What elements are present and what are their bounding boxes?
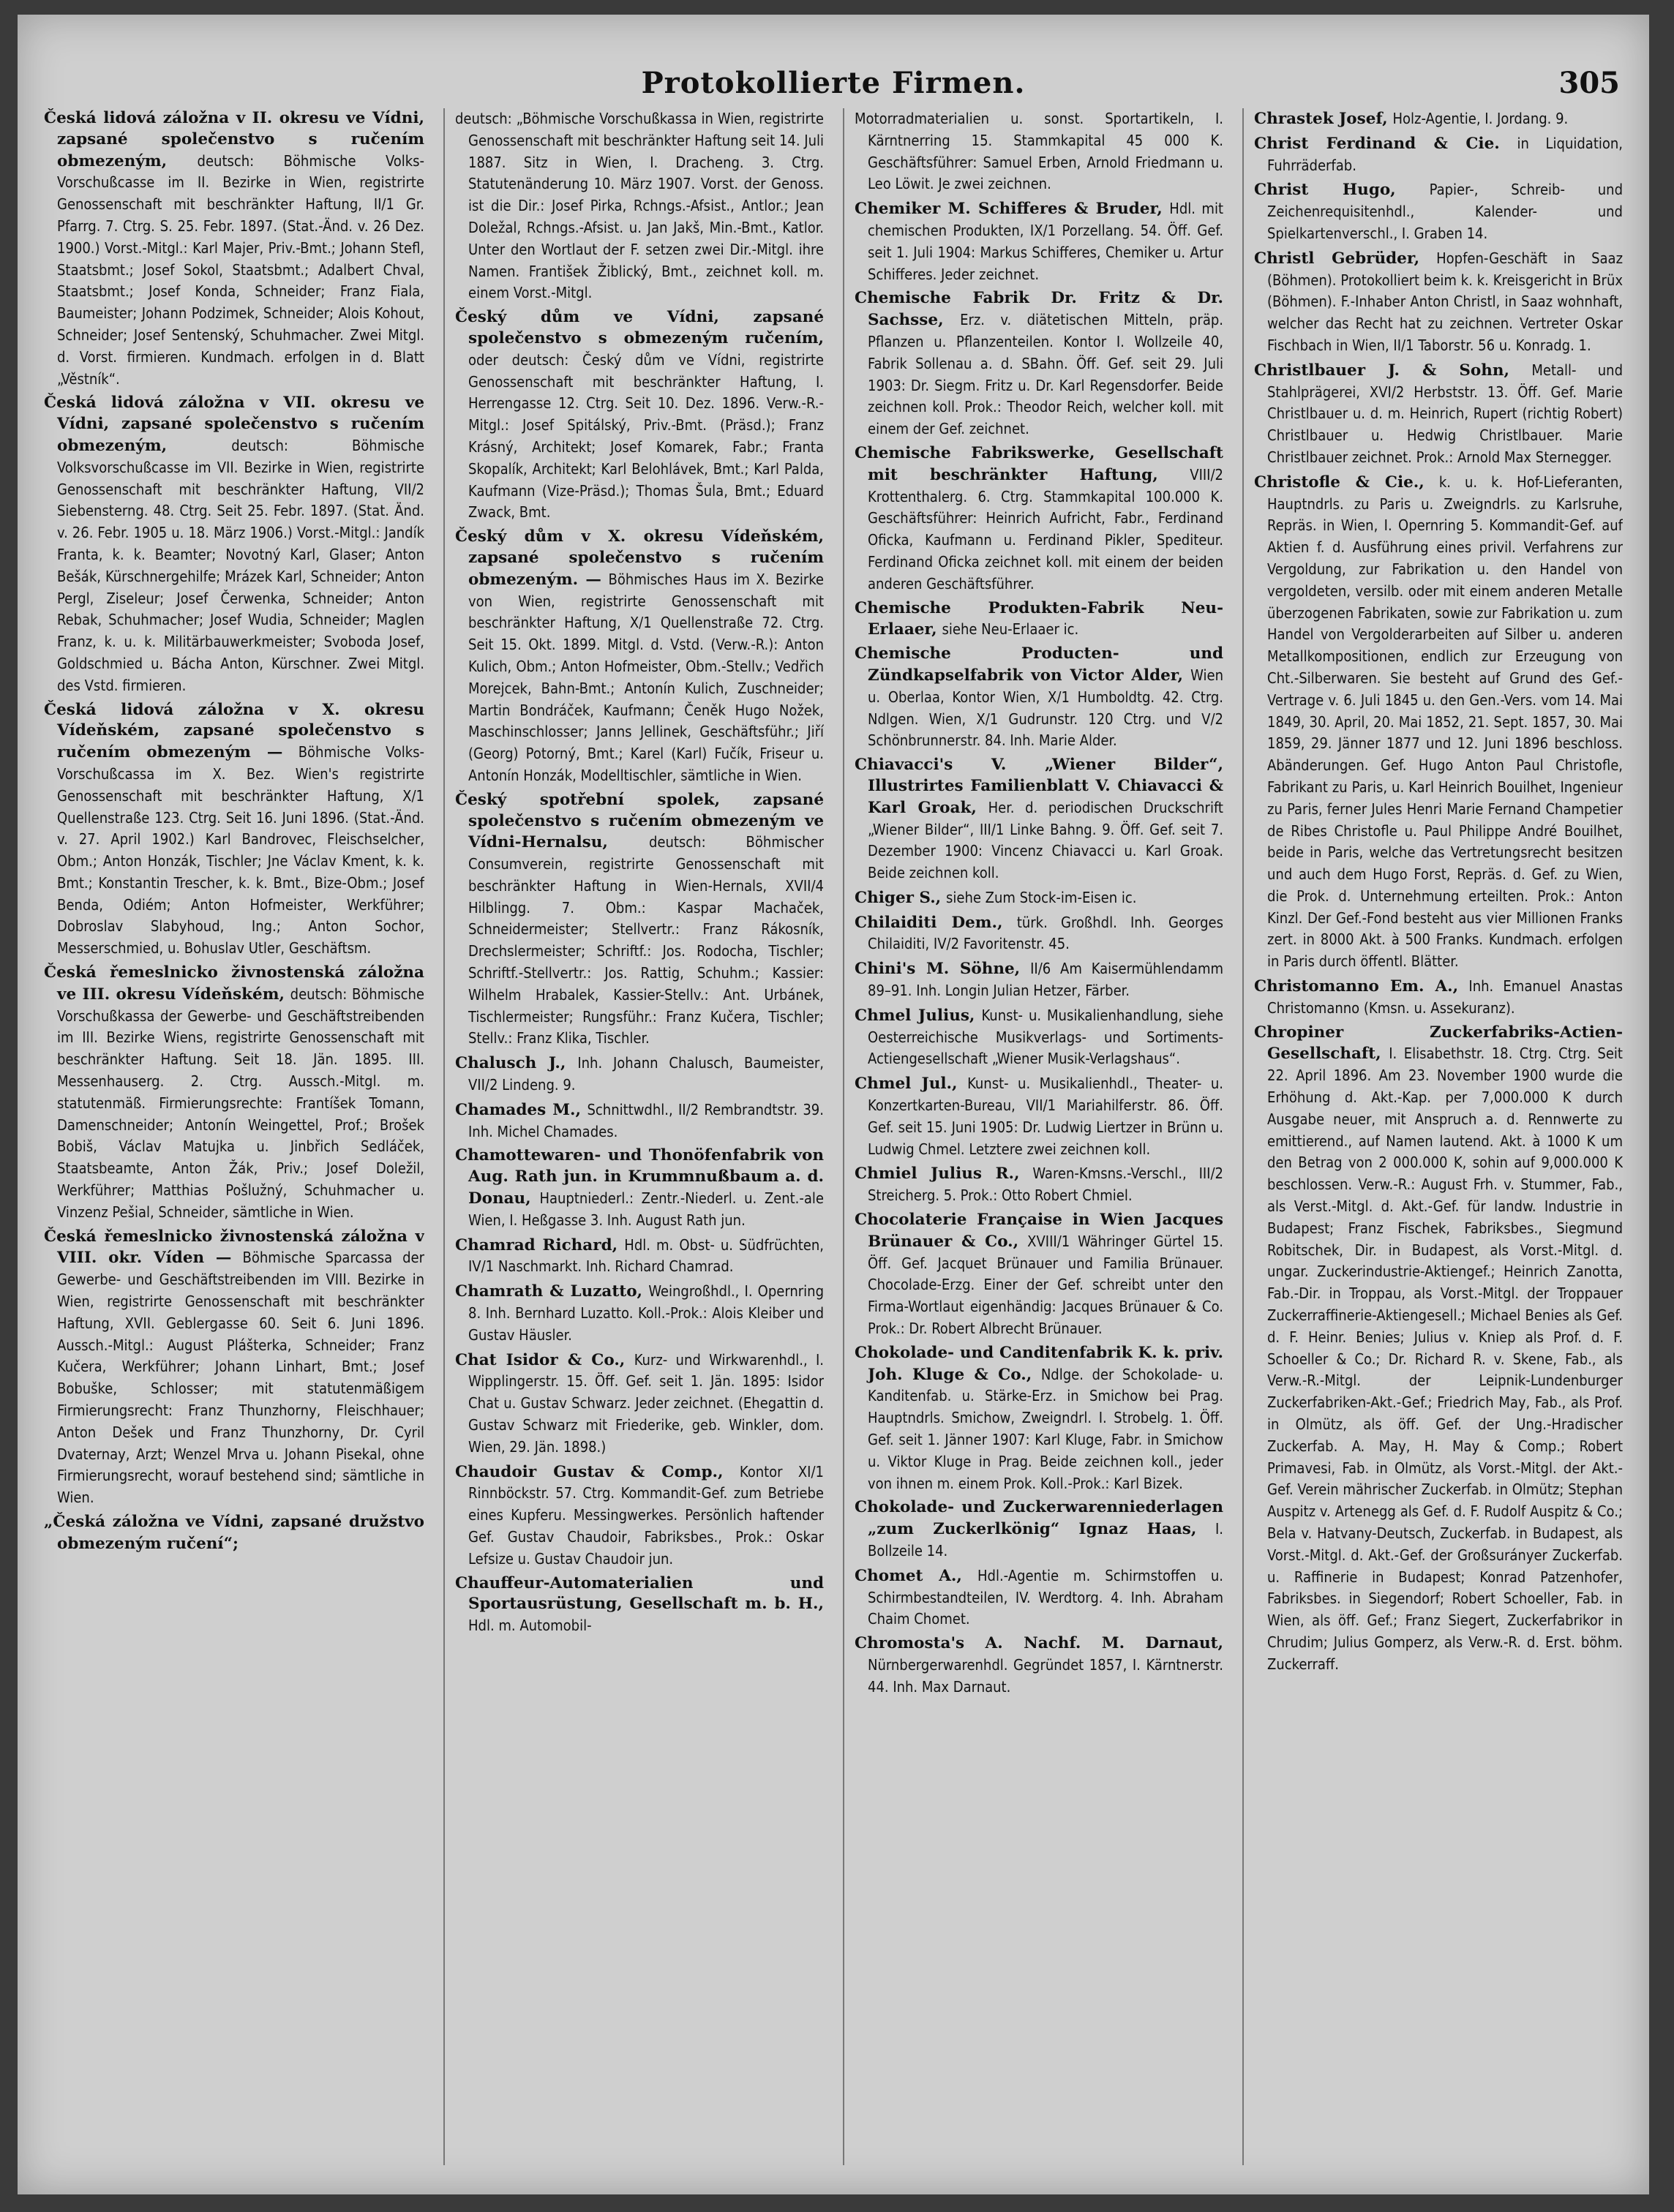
entry-details: k. u. k. Hof-Lieferanten, Hauptndrls. zu Paris u. Zweigndrls. zu Karlsruhe, Repräs. in Wien, I. Opernring 5. Kommandit-Gef. auf Aktien f. d. Ausführung eines privil. Verfahrens zur Vergoldung, zur Fabrikation u. den Handel von vergoldeten, versilb. oder mit einem anderen Metalle überzogenen Fabrikaten, sowie zur Fabrikation u. zum Handel von Vergolderarbeiten auf Silber u. anderen Metallkompositionen, endlich zur Erzeugung von Cht.-Silberwaren. Sie besteht auf Grund des Gef.-Vertrage v. 6. Juli 1845 u. den Gen.-Vers. vom 14. Mai 1849, 30. April, 20. Mai 1852, 21. Sept. 1857, 30. Mai 1859, 29. Jänner 1877 und 12. Juni 1896 beschloss. Abänderungen. Gef. Hugo Anton Paul Christofle, Fabrikant zu Paris, u. Karl Heinrich Bouilhet, Ingenieur zu Paris, ferner Jules Henri Marie Fernand Champetier de Ribes Christofle u. Paul Philippe André Bouilhet, beide in Paris, welche das Vertretungsrecht besitzen und auch dem Hugo Forst, Repräs. d. Gef. zu Wien, die Prok. d. Unternehmung erteilten. Prok.: Anton Kinzl. Der Gef.-Fond besteht aus vier Millionen Franks zert. in 8000 Akt. à 500 Franks. Kundmach. erfolgen in Paris durch öffentl. Blätter. bbox=[1267, 473, 1623, 971]
directory-entry bbox=[455, 1573, 824, 1637]
directory-entry bbox=[855, 1005, 1223, 1070]
entry-firm-name: Chamrad Richard, bbox=[455, 1235, 618, 1254]
running-head bbox=[18, 59, 1649, 102]
directory-entry bbox=[1254, 133, 1623, 177]
entry-details: Hdl. m. Obst- u. Südfrüchten, IV/1 Naschmarkt. Inh. Richard Chamrad. bbox=[468, 1235, 824, 1276]
entry-firm-name: Christofle & Cie., bbox=[1254, 473, 1425, 492]
entry-details: Hdl. m. Automobil- bbox=[468, 1617, 592, 1635]
directory-entry bbox=[44, 963, 424, 1224]
entry-details: deutsch: Böhmische Volks-Vorschußcasse im II. Bezirke in Wien, registrirte Genossenschaft mit beschränkter Haftung, II/1 Gr. Pfarrg. 7. Ctrg. S. 25. Febr. 1897. (Stat.-Änd. v. 26 Dez. 1900.) Vorst.-Mitgl.: Karl Majer, Priv.-Bmt.; Johann Stefl, Staatsbmt.; Josef Sokol, Staatsbmt.; Adalbert Chval, Staatsbmt.; Josef Konda, Schneider; Franz Fiala, Baumeister; Johann Podzimek, Schneider; Alois Kohout, Schneider; Josef Sentenský, Schuhmacher. Zwei Mitgl. d. Vorst. firmieren. Kundmach. erfolgen in d. Blatt „Věstník“. bbox=[57, 151, 424, 388]
directory-entry bbox=[855, 1163, 1223, 1207]
entry-details: Holz-Agentie, I. Jordang. 9. bbox=[1392, 110, 1569, 127]
entry-details: siehe Zum Stock-im-Eisen ic. bbox=[946, 888, 1137, 906]
column-1 bbox=[44, 108, 424, 2165]
entry-details: Kurz- und Wirkwarenhdl., I. Wipplingerstr. 15. Öff. Gef. seit 1. Jän. 1895: Isidor Chat u. Gustav Schwarz. Jeder zeichnet. (Ehegattin d. Gustav Schwarz mit Friederike, geb. Winkler, dom. Wien, 29. Jän. 1898.) bbox=[468, 1350, 824, 1456]
entry-firm-name: Chmiel Julius R., bbox=[855, 1165, 1020, 1184]
directory-entry bbox=[44, 108, 424, 390]
entry-details: Nürnbergerwarenhdl. Gegründet 1857, I. Kärntnerstr. 44. Inh. Max Darnaut. bbox=[868, 1655, 1223, 1696]
entry-firm-name: Česká lidová záložna v X. okresu Vídeňském, zapsané společenstvo s ručením obmezeným — bbox=[44, 700, 424, 762]
entry-firm-name: Česká řemeslnicko živnostenská záložna v VIII. okr. Víden — bbox=[44, 1227, 424, 1268]
directory-entry bbox=[455, 1281, 824, 1346]
directory-entry bbox=[855, 1633, 1223, 1698]
directory-entry bbox=[455, 108, 824, 304]
entry-firm-name: Český dům v X. okresu Vídeňském, zapsané společenstvo s ručením obmezeným. — bbox=[455, 527, 824, 589]
entry-firm-name: Chamottewaren- und Thonöfenfabrik von Aug. Rath jun. in Krummnußbaum a. d. Donau, bbox=[455, 1146, 824, 1208]
entry-details: Böhmische Sparcassa der Gewerbe- und Geschäftstreibenden im VIII. Bezirke in Wien, registrirte Genossenschaft mit beschränkter Haftung, XVII. Geblergasse 60. Seit 6. Juni 1896. Aussch.-Mitgl.: August Plášterka, Schneider; Franz Kučera, Werkführer; Johann Linhart, Bmt.; Josef Bobuške, Schlosser; mit statutenmäßigem Firmierungsrecht: Franz Thunzhorny, Fleischhauer; Anton Dešek und Franz Thunzhorny, Dr. Cyril Dvaternay, Arzt; Wenzel Mrva u. Johann Pisekal, ohne Firmierungsrecht, worauf bestehend sind; sämtliche in Wien. bbox=[57, 1249, 424, 1507]
directory-entry bbox=[1254, 248, 1623, 357]
entry-details: Her. d. periodischen Druckschrift „Wiener Bilder“, III/1 Linke Bahng. 9. Öff. Gef. seit 7. Dezember 1900: Vincenz Chiavacci u. Karl Groak. Beide zeichnen koll. bbox=[868, 798, 1223, 882]
directory-entry bbox=[455, 1146, 824, 1231]
column-2 bbox=[443, 108, 824, 2165]
entry-firm-name: Chemische Producten- und Zündkapselfabrik von Victor Alder, bbox=[855, 644, 1223, 685]
entry-firm-name: Chomet A., bbox=[855, 1566, 962, 1585]
directory-entry bbox=[855, 1497, 1223, 1562]
entry-details: Ndlge. der Schokolade- u. Kanditenfab. u. Stärke-Erz. in Smichow bei Prag. Hauptndrls. Smichow, Zweigndrl. I. Strobelg. 1. Öff. Gef. seit 1. Jänner 1907: Karl Kluge, Fabr. in Smichow u. Viktor Kluge in Prag. Beide zeichnen koll., jeder von ihnen m. einem Prok. Koll.-Prok.: Karl Bizek. bbox=[868, 1365, 1223, 1492]
entry-firm-name: Český spotřební spolek, zapsané společenstvo s ručením obmezeným ve Vídni-Hernalsu, bbox=[455, 790, 824, 852]
directory-entry bbox=[855, 598, 1223, 642]
directory-entry bbox=[455, 1350, 824, 1459]
entry-details: VIII/2 Krottenthalerg. 6. Ctrg. Stammkapital 100.000 K. Geschäftsführer: Heinrich Aufricht, Fabr., Ferdinand Oficka, Kaufmann u. Ferdinand Pikler, Spediteur. Ferdinand Oficka zeichnet koll. mit einem der beiden anderen Geschäftsführer. bbox=[868, 465, 1223, 592]
entry-details: Weingroßhdl., I. Opernring 8. Inh. Bernhard Luzatto. Koll.-Prok.: Alois Kleiber und Gustav Häusler. bbox=[468, 1282, 824, 1344]
entry-details: Inh. Emanuel Anastas Christomanno (Kmsn. u. Assekuranz). bbox=[1267, 977, 1623, 1017]
entry-details: deutsch: Böhmische Vorschußkassa der Gewerbe- und Geschäftstreibenden im III. Bezirke Wiens, registrirte Genossenschaft mit beschränkter Haftung. Seit 18. Jän. 1895. III. Messenhauserg. 2. Ctrg. Aussch.-Mitgl. m. statutenmäß. Firmierungsrechte: Frantíšek Tomann, Damenschneider; Antonín Weingettel, Prof.; Brošek Bobiš, Václav Matujka u. Jinbřich Sedláček, Staatsbeamte, Anton Žák, Priv.; Josef Doležil, Werkführer; Matthias Pošlužný, Schuhmacher u. Vinzenz Pešial, Schneider, sämtliche in Wien. bbox=[57, 985, 424, 1221]
running-title: Protokollierte Firmen. bbox=[641, 66, 1026, 100]
entry-firm-name: Česká lidová záložna v II. okresu ve Vídni, zapsané společenstvo s ručením obmezeným, bbox=[44, 109, 424, 170]
entry-details: siehe Neu-Erlaaer ic. bbox=[942, 620, 1079, 639]
directory-entry bbox=[855, 1210, 1223, 1340]
entry-details: Kunst- u. Musikalienhdl., Theater- u. Konzertkarten-Bureau, VII/1 Mariahilferstr. 86. Öff. Gef. seit 15. Juni 1905: Dr. Ludwig Liertzer in Brünn u. Ludwig Chmel. Letztere zwei zeichnen koll. bbox=[868, 1075, 1223, 1158]
directory-entry bbox=[855, 1565, 1223, 1630]
directory-entry bbox=[855, 755, 1223, 884]
entry-firm-name: Christl Gebrüder, bbox=[1254, 249, 1420, 268]
directory-entry bbox=[855, 644, 1223, 752]
entry-details: deutsch: Böhmischer Consumverein, registrirte Genossenschaft mit beschränkter Haftung in Wien-Hernals, XVII/4 Hilblingg. 7. Obm.: Kaspar Machaček, Schneidermeister; Stellvertr.: Franz Rákosník, Drechslermeister; Schriftf.: Jos. Rodocha, Tischler; Schriftf.-Stellvertr.: Jos. Rattig, Schuhm.; Kassier: Wilhelm Hrabalek, Kassier-Stellv.: Ant. Urbánek, Tischlermeister; Rungsführ.: Franz Kučera, Tischler; Stellv.: Franz Klika, Tischler. bbox=[468, 833, 824, 1047]
entry-details: XVIII/1 Währinger Gürtel 15. Öff. Gef. Jacquet Brünauer und Familia Brünauer. Chocolade-Erzg. Einer der Gef. schreibt unter den Firma-Wortlaut eigenhändig: Jacques Brünauer & Co. Prok.: Dr. Robert Albrecht Brünauer. bbox=[868, 1232, 1223, 1338]
directory-entry bbox=[855, 912, 1223, 956]
entry-details: Hdl.-Agentie m. Schirmstoffen u. Schirmbestandteilen, IV. Werdtorg. 4. Inh. Abraham Chaim Chomet. bbox=[868, 1566, 1223, 1628]
directory-entry bbox=[455, 790, 824, 1050]
entry-firm-name: Chilaiditi Dem., bbox=[855, 913, 1003, 932]
entry-details: Schnittwdhl., II/2 Rembrandtstr. 39. Inh. Michel Chamades. bbox=[468, 1100, 824, 1140]
column-4 bbox=[1242, 108, 1623, 2165]
entry-firm-name: Christlbauer J. & Sohn, bbox=[1254, 361, 1510, 380]
entry-firm-name: Chaudoir Gustav & Comp., bbox=[455, 1462, 724, 1481]
directory-entry bbox=[855, 1073, 1223, 1160]
entry-firm-name: Chmel Julius, bbox=[855, 1006, 975, 1025]
entry-details: Motorradmaterialien u. sonst. Sportartikeln, I. Kärntnerring 15. Stammkapital 45 000 K. Geschäftsführer: Samuel Erben, Arnold Friedmann u. Leo Löwit. Je zwei zeichnen. bbox=[855, 110, 1223, 193]
entry-details: deutsch: „Böhmische Vorschußkassa in Wien, registrirte Genossenschaft mit beschränkter Haftung seit 14. Juli 1887. Sitz in Wien, I. Dracheng. 3. Ctrg. Statutenänderung 10. März 1907. Vorst. der Genoss. ist die Dir.: Josef Pirka, Rchngs.-Afsist., Antlor.; Jean Doležal, Rchngs.-Afsist. u. Jan Jakš, Min.-Bmt., Katlor. Unter den Wortlaut der F. setzen zwei Dir.-Mitgl. ihre Namen. František Žiblický, Bmt., zeichnet koll. m. einem Vorst.-Mitgl. bbox=[455, 110, 824, 302]
entry-firm-name: Chocolaterie Française in Wien Jacques Brünauer & Co., bbox=[855, 1211, 1223, 1251]
entry-details: Hdl. mit chemischen Produkten, IX/1 Porzellang. 54. Öff. Gef. seit 1. Juli 1904: Markus Schifferes, Chemiker u. Artur Schifferes. Jeder zeichnet. bbox=[868, 200, 1223, 283]
entry-details: Böhmische Volks-Vorschußcassa im X. Bez. Wien's registrirte Genossenschaft mit beschränkter Haftung, X/1 Quellenstraße 123. Ctrg. Seit 16. Juni 1896. (Stat.-Änd. v. 27. April 1902.) Karl Bandrovec, Fleischselcher, Obm.; Anton Honzák, Tischler; Jne Václav Kment, k. k. Bmt.; Konstantin Trescher, k. k. Bmt., Bize-Obm.; Josef Benda, Odiém; Anton Hofmeister, Werkführer; Dobroslav Slabyhoud, Ing.; Anton Sochor, Messerschmied, u. Bohuslav Utler, Geschäftsm. bbox=[57, 743, 424, 958]
directory-entry bbox=[1254, 976, 1623, 1020]
columns bbox=[44, 108, 1623, 2165]
entry-firm-name: Chamades M., bbox=[455, 1100, 582, 1119]
directory-entry bbox=[855, 887, 1223, 909]
entry-firm-name: Christomanno Em. A., bbox=[1254, 977, 1459, 996]
entry-details: I. Bollzeile 14. bbox=[868, 1520, 1223, 1560]
directory-entry bbox=[455, 1235, 824, 1279]
entry-firm-name: Chiavacci's V. „Wiener Bilder“, Illustrirtes Familienblatt V. Chiavacci & Karl Groak, bbox=[855, 756, 1223, 817]
entry-firm-name: Christ Hugo, bbox=[1254, 181, 1396, 200]
entry-details: türk. Großhdl. Inh. Georges Chilaiditi, IV/2 Favoritenstr. 45. bbox=[868, 913, 1223, 953]
entry-details: Waren-Kmsns.-Verschl., III/2 Streicherg. 5. Prok.: Otto Robert Chmiel. bbox=[868, 1165, 1223, 1205]
entry-details: I. Elisabethstr. 18. Ctrg. Ctrg. Seit 22. April 1896. Am 23. November 1900 wurde die Erhöhung d. Akt.-Kap. per 7,000.000 K durch Ausgabe neuer, mit Anspruch a. d. Rennwerte zu emittierend., auf Namen lautend. Akt. à 1000 K um den Betrag von 2 000.000 K, sohin auf 9,000.000 K beschlossen. Verw.-R.: August Frh. v. Stummer, Fab., als Verst.-Mitgl. d. Akt.-Gef. für landw. Industrie in Budapest; Franz Fischek, Fabriksbes., Siegmund Robitschek, Dir. in Budapest, als Vorst.-Mitgl. d. ungar. Zuckerindustrie-Aktiengef.; Heinrich Zanotta, Fab.-Dir. in Troppau, als Vorst.-Mitgl. der Troppauer Zuckerraffinerie-Aktiengesell.; Michael Benies als Gef. d. F. Heinr. Benies; Julius v. Kniep als Prof. d. F. Schoeller & Co.; Dr. Richard R. v. Skene, Fab., als Verw.-R.-Mitgl. der Leipnik-Lundenburger Zuckerfabriken-Akt.-Gef.; Friedrich May, Fab., als Prof. in Olmütz, als öff. Gef. der Ung.-Hradischer Zuckerfab. A. May, H. May & Comp.; Robert Primavesi, Fab. in Olmütz, als Vorst.-Mitgl. der Akt.-Gef. Verein mährischer Zuckerfab. in Olmütz; Stephan Auspitz v. Artenegg als Gef. d. F. Rudolf Auspitz & Co.; Bela v. Hatvany-Deutsch, Zuckerfab. in Budapest, als Vorst.-Mitgl. d. Akt.-Gef. der Großsurányer Zuckerfab. u. Raffinerie in Budapest; Konrad Patzenhofer, Fabriksbes. in Siegendorf; Robert Schoeller, Fab. in Wien, als öff. Gef.; Franz Siegert, Zuckerfabrikor in Chrudim; Julius Gomperz, als Verw.-R. d. Erst. böhm. Zuckerraff. bbox=[1267, 1045, 1623, 1673]
entry-details: Hopfen-Geschäft in Saaz (Böhmen). Protokolliert beim k. k. Kreisgericht in Brüx (Böhmen). F.-Inhaber Anton Christl, in Saaz wohnhaft, welcher das Recht hat zu zeichnen. Vertreter Oskar Fischbach in Wien, II/1 Taborstr. 56 u. Konradg. 1. bbox=[1267, 249, 1623, 354]
entry-details: in Liquidation, Fuhrräderfab. bbox=[1267, 134, 1623, 174]
entry-firm-name: Český dům ve Vídni, zapsané společenstvo s obmezeným ručením, bbox=[455, 308, 824, 347]
entry-firm-name: Chmel Jul., bbox=[855, 1075, 958, 1094]
directory-page bbox=[18, 15, 1649, 2194]
entry-details: Böhmisches Haus im X. Bezirke von Wien, registrirte Genossenschaft mit beschränkter Haftung, X/1 Quellenstraße 72. Ctrg. Seit 15. Okt. 1899. Mitgl. d. Vstd. (Verw.-R.): Anton Kulich, Obm.; Anton Hofmeister, Obm.-Stellv.; Vedřich Morejcek, Bahn-Bmt.; Antonín Kulich, Zuschneider; Martin Bondráček, Kaufmann; Čeněk Hugo Nožek, Maschinschlosser; Janns Jellinek, Geschäftsführ.; Jiří (Georg) Potorný, Bmt.; Karel (Karl) Fučík, Friseur u. Antonín Honzák, Modelltischler, sämtliche in Wien. bbox=[468, 570, 824, 784]
entry-firm-name: Chauffeur-Automaterialien und Sportausrüstung, Gesellschaft m. b. H., bbox=[455, 1573, 824, 1614]
entry-firm-name: Chokolade- und Zuckerwarenniederlagen „zum Zuckerlkönig“ Ignaz Haas, bbox=[855, 1498, 1223, 1539]
directory-entry bbox=[44, 393, 424, 696]
directory-entry bbox=[455, 1053, 824, 1096]
directory-entry bbox=[855, 1343, 1223, 1495]
directory-entry bbox=[44, 1512, 424, 1555]
directory-entry bbox=[455, 1462, 824, 1570]
entry-details: Kunst- u. Musikalienhandlung, siehe Oesterreichische Musikverlags- und Sortiments-Actiengesellschaft „Wiener Musik-Verlagshaus“. bbox=[868, 1006, 1223, 1068]
entry-firm-name: Chokolade- und Canditenfabrik K. k. priv. Joh. Kluge & Co., bbox=[855, 1343, 1223, 1384]
entry-firm-name: Christ Ferdinand & Cie. bbox=[1254, 134, 1500, 153]
directory-entry bbox=[455, 527, 824, 787]
entry-firm-name: Chemische Fabrikswerke, Gesellschaft mit beschränkter Haftung, bbox=[855, 443, 1223, 484]
entry-details: Metall- und Stahlprägerei, XVI/2 Herbststr. 13. Öff. Gef. Marie Christlbauer u. d. m. Heinrich, Rupert (richtig Robert) Christlbauer u. Hedwig Christlbauer. Marie Christlbauer zeichnet. Prok.: Arnold Max Sternegger. bbox=[1267, 361, 1623, 466]
directory-entry bbox=[1254, 108, 1623, 130]
entry-firm-name: Chemiker M. Schifferes & Bruder, bbox=[855, 200, 1163, 219]
entry-details: Papier-, Schreib- und Zeichenrequisitenhdl., Kalender- und Spielkartenverschl., I. Graben 14. bbox=[1267, 181, 1623, 242]
entry-firm-name: Chamrath & Luzatto, bbox=[455, 1282, 643, 1301]
entry-firm-name: Chemische Fabrik Dr. Fritz & Dr. Sachsse, bbox=[855, 289, 1223, 330]
entry-firm-name: Česká řemeslnicko živnostenská záložna ve III. okresu Vídeňském, bbox=[44, 963, 424, 1004]
directory-entry bbox=[855, 198, 1223, 285]
directory-entry bbox=[1254, 472, 1623, 973]
entry-details: Hauptniederl.: Zentr.-Niederl. u. Zent.-ale Wien, I. Heßgasse 3. Inh. August Rath jun. bbox=[468, 1189, 824, 1229]
directory-entry bbox=[44, 1227, 424, 1509]
entry-details: deutsch: Böhmische Volksvorschußcasse im VII. Bezirke in Wien, registrirte Genossenschaft mit beschränkter Haftung, VII/2 Siebensterng. 48. Ctrg. Seit 25. Febr. 1897. (Stat. Änd. v. 26. Febr. 1905 u. 18. März 1906.) Vorst.-Mitgl.: Jandík Franta, k. k. Beamter; Novotný Karl, Glaser; Anton Bešák, Kürschnergehilfe; Mrázek Karl, Schneider; Anton Pergl, Ziseleur; Josef Čerwenka, Schneider; Anton Rebak, Schuhmacher; Josef Wudia, Schneider; Maglen Franz, k. u. k. Militärbauwerkmeister; Svoboda Josef, Goldschmied u. Bácha Anton, Kürschner. Zwei Mitgl. des Vstd. firmieren. bbox=[57, 436, 424, 694]
entry-details: Inh. Johann Chalusch, Baumeister, VII/2 Lindeng. 9. bbox=[468, 1054, 824, 1094]
entry-details: II/6 Am Kaisermühlendamm 89–91. Inh. Longin Julian Hetzer, Färber. bbox=[868, 960, 1223, 1000]
entry-firm-name: „Česká záložna ve Vídni, zapsané družstvo obmezeným ručení“; bbox=[44, 1513, 424, 1553]
entry-firm-name: Chromosta's A. Nachf. M. Darnaut, bbox=[855, 1634, 1223, 1653]
entry-details: Wien u. Oberlaa, Kontor Wien, X/1 Humboldtg. 42. Ctrg. Ndlgen. Wien, X/1 Gudrunstr. 120 Ctrg. und V/2 Schönbrunnerstr. 84. Inh. Marie Alder. bbox=[868, 666, 1223, 750]
column-3 bbox=[843, 108, 1223, 2165]
directory-entry bbox=[44, 700, 424, 960]
entry-firm-name: Chat Isidor & Co., bbox=[455, 1350, 626, 1369]
entry-details: Kontor XI/1 Rinnböckstr. 57. Ctrg. Kommandit-Gef. zum Betriebe eines Kupferu. Messingwerkes. Persönlich haftender Gef. Gustav Chaudoir, Fabriksbes., Prok.: Oskar Lefsize u. Gustav Chaudoir jun. bbox=[468, 1462, 824, 1568]
entry-firm-name: Chini's M. Söhne, bbox=[855, 960, 1021, 979]
directory-entry bbox=[855, 443, 1223, 595]
directory-entry bbox=[1254, 1023, 1623, 1676]
directory-entry bbox=[855, 288, 1223, 440]
entry-firm-name: Chiger S., bbox=[855, 888, 942, 907]
entry-details: oder deutsch: Český dům ve Vídni, registrirte Genossenschaft mit beschränkter Haftung, I. Herrengasse 12. Ctrg. Seit 10. Dez. 1896. Verw.-R.-Mitgl.: Josef Spitálský, Priv.-Bmt. (Präsd.); Franz Krásný, Architekt; Josef Komarek, Fabr.; Franta Skopalík, Architekt; Karl Belohlávek, Bmt.; Karl Palda, Kaufmann (Vize-Präsd.); Thomas Šula, Bmt.; Eduard Zwack, Bmt. bbox=[468, 350, 824, 522]
entry-details: Erz. v. diätetischen Mitteln, präp. Pflanzen u. Pflanzenteilen. Kontor I. Wollzeile 40, Fabrik Sollenau a. d. SBahn. Öff. Gef. seit 29. Juli 1903: Dr. Siegm. Fritz u. Dr. Karl Regensdorfer. Beide zeichnen koll. Prok.: Theodor Reich, welcher koll. mit einem der Gef. zeichnet. bbox=[868, 311, 1223, 438]
directory-entry bbox=[855, 958, 1223, 1002]
entry-firm-name: Chrastek Josef, bbox=[1254, 110, 1388, 128]
directory-entry bbox=[1254, 360, 1623, 469]
directory-entry bbox=[855, 108, 1223, 195]
entry-firm-name: Česká lidová záložna v VII. okresu ve Vídni, zapsané společenstvo s ručením obmezeným, bbox=[44, 394, 424, 455]
directory-entry bbox=[455, 1099, 824, 1143]
directory-entry bbox=[455, 307, 824, 524]
entry-firm-name: Chropiner Zuckerfabriks-Actien-Gesellschaft, bbox=[1254, 1023, 1623, 1064]
entry-firm-name: Chemische Produkten-Fabrik Neu-Erlaaer, bbox=[855, 598, 1223, 639]
directory-entry bbox=[1254, 179, 1623, 244]
page-number: 305 bbox=[1558, 66, 1620, 100]
entry-firm-name: Chalusch J., bbox=[455, 1054, 566, 1073]
